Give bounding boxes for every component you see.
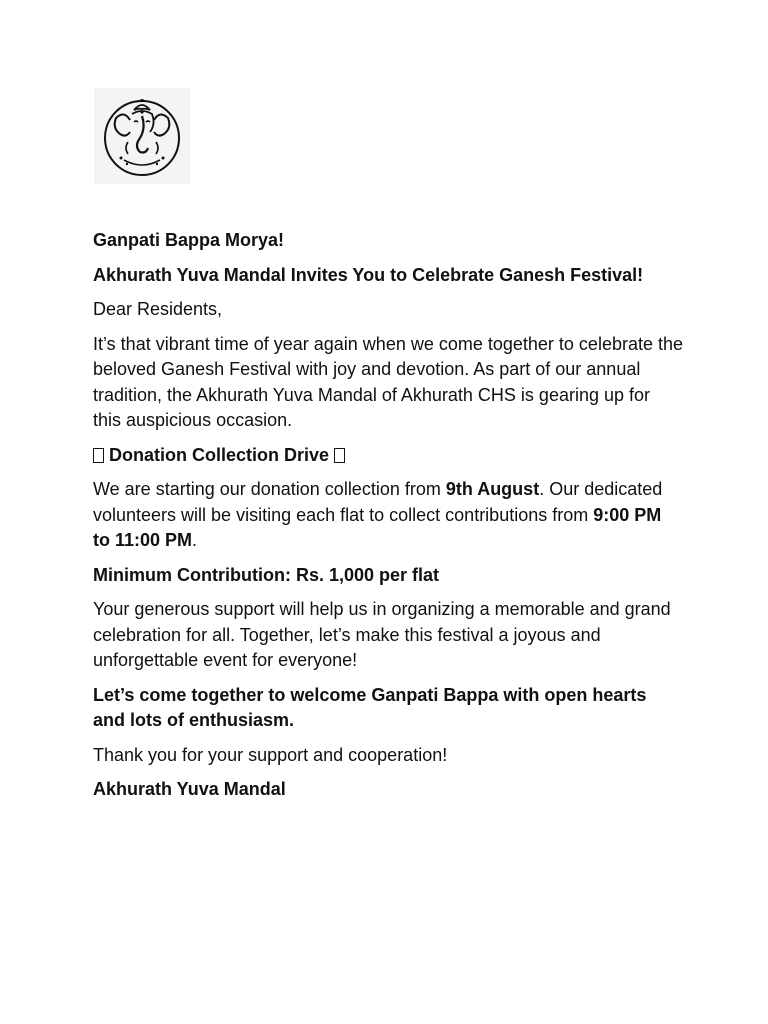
logo bbox=[94, 88, 190, 184]
greeting-title: Ganpati Bappa Morya! bbox=[93, 230, 285, 250]
invite-title: Akhurath Yuva Mandal Invites You to Celebrate Ganesh Festival! bbox=[93, 264, 644, 285]
drive-paragraph bbox=[93, 477, 683, 554]
drive-text-part: . bbox=[192, 530, 198, 550]
drive-text-part: . Our dedicated volunteers will be visiting each flat to collect contributions from bbox=[93, 479, 663, 525]
drive-heading-text: Donation Collection Drive bbox=[109, 444, 330, 465]
drive-text-part: We are starting our donation collection from bbox=[93, 479, 446, 499]
salutation: Dear Residents, bbox=[93, 299, 223, 319]
welcome-paragraph: Let’s come together to welcome Ganpati Bappa with open hearts and lots of enthusiasm. bbox=[93, 684, 647, 730]
drive-date: 9th August bbox=[445, 479, 540, 499]
intro-paragraph: It’s that vibrant time of year again when we come together to celebrate the beloved Ganesh Festival with joy and devotion. As part of our annual tradition, the Akhurath Yuva Mandal of Akhurath CHS is gearing up for this auspicious occasion. bbox=[93, 333, 684, 430]
ganesha-emblem-icon bbox=[94, 88, 190, 184]
drive-heading bbox=[93, 443, 683, 469]
min-contribution: Minimum Contribution: Rs. 1,000 per flat bbox=[93, 564, 440, 585]
support-paragraph: Your generous support will help us in organizing a memorable and grand celebration for all. Together, let’s make this festival a joyous and unforgettable event for everyone! bbox=[93, 599, 671, 670]
missing-glyph-icon bbox=[93, 448, 104, 463]
drive-time: 9:00 PM to 11:00 PM bbox=[93, 504, 662, 550]
thanks-paragraph: Thank you for your support and cooperation! bbox=[93, 744, 448, 765]
missing-glyph-icon bbox=[334, 448, 345, 463]
signature: Akhurath Yuva Mandal bbox=[93, 779, 286, 799]
letter-body bbox=[93, 228, 683, 812]
